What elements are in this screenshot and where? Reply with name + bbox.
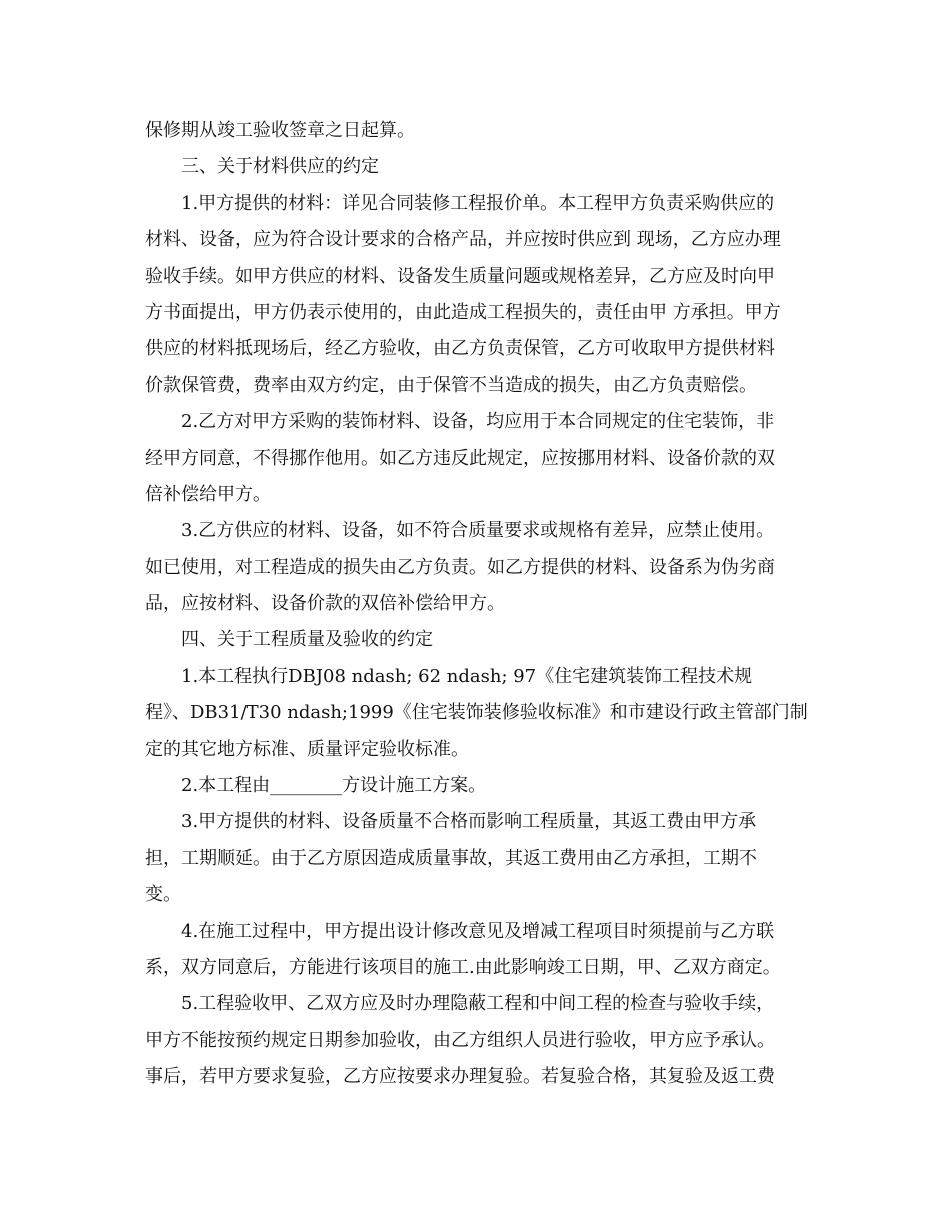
text-line: 3.甲方提供的材料、设备质量不合格而影响工程质量，其返工费由甲方承 (181, 811, 757, 833)
text-line: 3.乙方供应的材料、设备，如不符合质量要求或规格有差异，应禁止使用。 (181, 520, 775, 542)
text-line: 价款保管费，费率由双方约定，由于保管不当造成的损失，由乙方负责赔偿。 (145, 374, 757, 396)
text-line: 倍补偿给甲方。 (145, 483, 271, 505)
text-line: 4.在施工过程中，甲方提出设计修改意见及增减工程项目时须提前与乙方联 (181, 920, 775, 942)
text-line: 保修期从竣工验收签章之日起算。 (145, 120, 415, 141)
text-line: 2.本工程由________方设计施工方案。 (181, 775, 487, 797)
text-line: 系，双方同意后，方能进行该项目的施工.由此影响竣工日期，甲、乙双方商定。 (145, 956, 781, 978)
text-line: 担，工期顺延。由于乙方原因造成质量事故，其返工费用由乙方承担，工期不 (145, 847, 757, 869)
text-line: 1.本工程执行DBJ08 ndash; 62 ndash; 97《住宅建筑装饰工程技术规 (181, 665, 753, 687)
text-line: 5.工程验收甲、乙双方应及时办理隐蔽工程和中间工程的检查与验收手续， (181, 993, 775, 1015)
text-line: 经甲方同意，不得挪作他用。如乙方违反此规定，应按挪用材料、设备价款的双 (145, 447, 775, 469)
document-body (145, 113, 810, 1096)
text-line: 品，应按材料、设备价款的双倍补偿给甲方。 (145, 593, 505, 615)
text-line: 供应的材料抵现场后，经乙方验收，由乙方负责保管，乙方可收取甲方提供材料 (145, 338, 775, 360)
text-line: 四、关于工程质量及验收的约定 (181, 629, 433, 651)
text-line: 甲方不能按预约规定日期参加验收，由乙方组织人员进行验收，甲方应予承认。 (145, 1029, 775, 1051)
text-line: 程》、DB31/T30 ndash;1999《住宅装饰装修验收标准》和市建设行政主管部门制 (145, 702, 808, 724)
text-line: 1.甲方提供的材料：详见合同装修工程报价单。本工程甲方负责采购供应的 (181, 192, 775, 214)
text-line: 定的其它地方标准、质量评定验收标准。 (145, 738, 469, 760)
text-line: 如已使用，对工程造成的损失由乙方负责。如乙方提供的材料、设备系为伪劣商 (145, 556, 775, 578)
text-line: 事后，若甲方要求复验，乙方应按要求办理复验。若复验合格，其复验及返工费 (145, 1066, 775, 1088)
text-line: 变。 (145, 884, 181, 906)
text-line: 方书面提出，甲方仍表示使用的，由此造成工程损失的，责任由甲 方承担。甲方 (145, 301, 781, 323)
text-line: 验收手续。如甲方供应的材料、设备发生质量问题或规格差异，乙方应及时向甲 (145, 265, 775, 287)
text-line: 三、关于材料供应的约定 (181, 156, 379, 178)
text-line: 材料、设备，应为符合设计要求的合格产品，并应按时供应到 现场，乙方应办理 (145, 229, 781, 251)
text-line: 2.乙方对甲方采购的装饰材料、设备，均应用于本合同规定的住宅装饰，非 (181, 411, 775, 433)
